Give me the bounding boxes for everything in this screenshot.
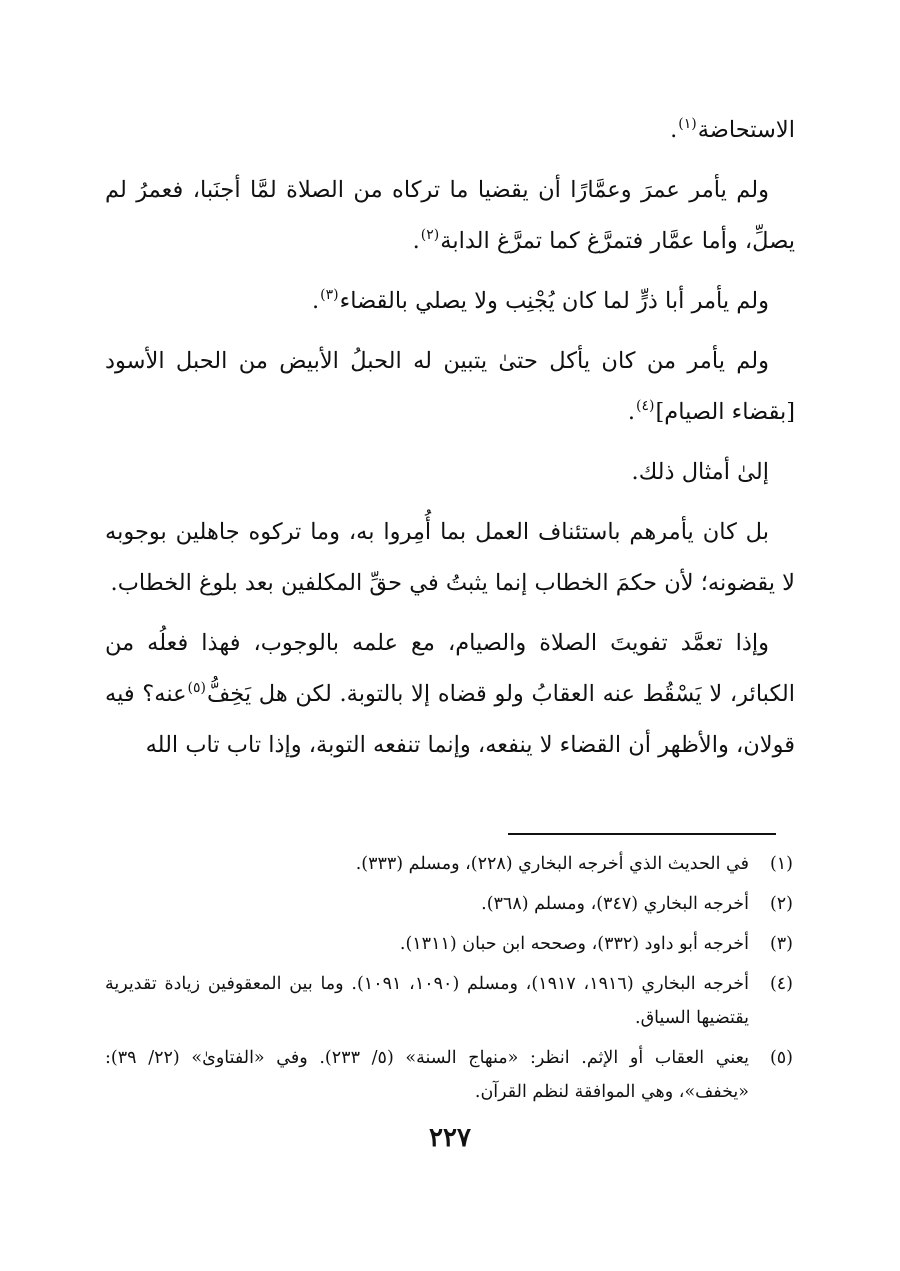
footnote-text: أخرجه أبو داود (٣٣٢)، وصححه ابن حبان (١٣١١). <box>399 934 749 954</box>
footnote-number: (٣) <box>769 934 793 954</box>
page-number: ٢٢٧ <box>429 1123 471 1153</box>
paragraph-istihada: الاستحاضة$^{(١)}$. <box>670 116 795 143</box>
footnote-item <box>105 927 793 961</box>
footnote-ref-2[interactable]: (٢) <box>420 227 440 243</box>
footnote-number: (١) <box>769 854 793 874</box>
footnote-ref-3[interactable]: (٣) <box>320 287 339 303</box>
footnote-ref-1[interactable]: (١) <box>678 116 697 132</box>
paragraph-umar-ammar: ولم يأمر عمرَ وعمَّارًا أن يقضيا ما تركاه من الصلاة لمَّا أجنَبا، فعمرُ لم يصلِّ، وأما عمَّار فتمرَّغ كما تمرَّغ الدابة$^{(٢)}$. <box>105 177 795 254</box>
footnote-item <box>105 887 793 921</box>
footnote-ref-4[interactable]: (٤) <box>636 398 655 414</box>
footnotes <box>105 847 793 1115</box>
footnote-ref-5[interactable]: (٥) <box>187 680 206 696</box>
footnote-text: أخرجه البخاري (٣٤٧)، ومسلم (٣٦٨). <box>481 894 749 914</box>
paragraph-resume-deeds: بل كان يأمرهم باستئناف العمل بما أُمِروا به، وما تركوه جاهلين بوجوبه لا يقضونه؛ لأن حكمَ الخطاب إنما يثبتُ في حقِّ المكلفين بعد بلوغ الخطاب. <box>105 519 795 596</box>
footnote-item <box>105 967 793 1035</box>
footnote-number: (٤) <box>769 974 793 994</box>
paragraph-intentional-neglect: وإذا تعمَّد تفويتَ الصلاة والصيام، مع علمه بالوجوب، فهذا فعلُه من الكبائر، لا يَسْقُط عنه العقابُ ولو قضاه إلا بالتوبة. لكن هل يَخِفُّ$^{(٥)}$عنه؟ فيه قولان، والأظهر أن القضاء لا ينفعه، وإنما تنفعه التوبة، وإذا تاب تاب الله <box>105 630 795 758</box>
paragraph-abu-dharr: ولم يأمر أبا ذرٍّ لما كان يُجْنِب ولا يصلي بالقضاء$^{(٣)}$. <box>312 287 769 314</box>
footnote-number: (٥) <box>769 1048 793 1068</box>
footnote-separator <box>508 833 776 835</box>
footnote-text: في الحديث الذي أخرجه البخاري (٢٢٨)، ومسلم (٣٣٣). <box>355 854 749 874</box>
footnote-text: يعني العقاب أو الإثم. انظر: «منهاج السنة» (٥/ ٢٣٣). وفي «الفتاوىٰ» (٢٢/ ٣٩): «يخفف»، وهي الموافقة لنظم القرآن. <box>105 1048 749 1102</box>
paragraph-white-thread: ولم يأمر من كان يأكل حتىٰ يتبين له الحبلُ الأبيض من الحبل الأسود [بقضاء الصيام]$^{(٤)}$. <box>105 348 795 425</box>
footnote-item <box>105 847 793 881</box>
footnote-number: (٢) <box>769 894 793 914</box>
main-text <box>105 105 795 780</box>
footnote-text: أخرجه البخاري (١٩١٦، ١٩١٧)، ومسلم (١٠٩٠، ١٠٩١). وما بين المعقوفين زيادة تقديرية يقتضيها السياق. <box>105 974 749 1028</box>
footnote-item <box>105 1041 793 1109</box>
paragraph-examples: إلىٰ أمثال ذلك. <box>631 459 769 485</box>
